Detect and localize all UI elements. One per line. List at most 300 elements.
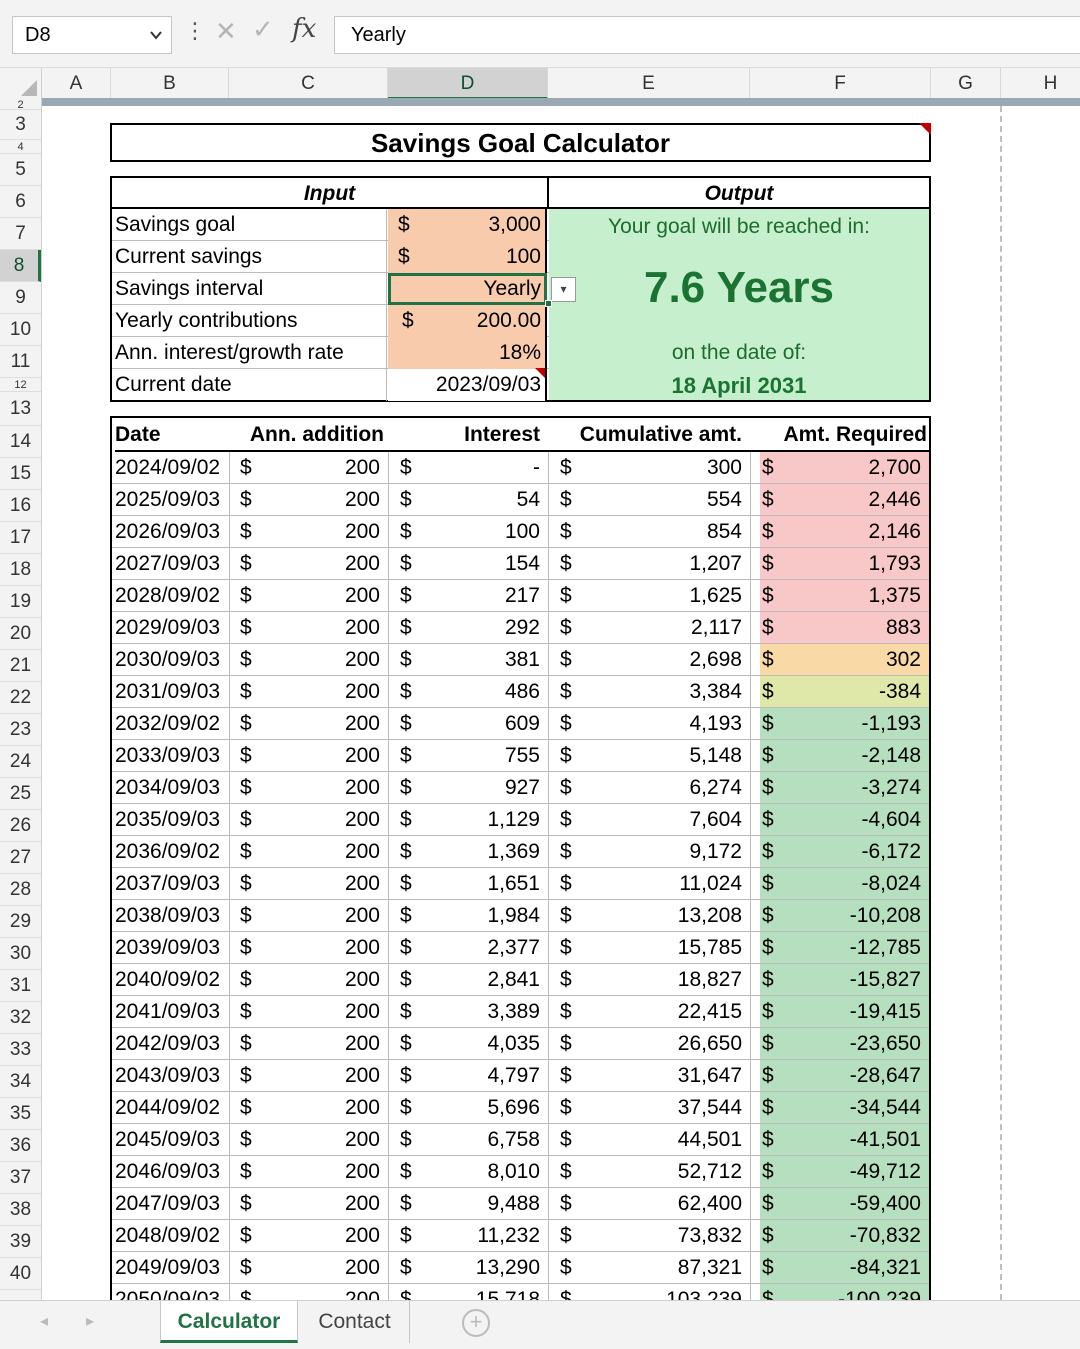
output-goal-date: 18 April 2031 — [671, 373, 807, 398]
row-header-3[interactable]: 3 — [0, 110, 41, 140]
currency-symbol: $ — [762, 488, 774, 511]
table-row[interactable] — [112, 1188, 929, 1220]
contributions-cell[interactable] — [388, 305, 547, 337]
interest-rate-label: Ann. interest/growth rate — [115, 337, 387, 369]
output-date-intro: on the date of: — [671, 341, 807, 364]
interest-cell: 1,129 — [487, 808, 540, 831]
interest-cell: 6,758 — [487, 1128, 540, 1151]
table-row[interactable] — [112, 1220, 929, 1252]
date-cell: 2027/09/03 — [115, 552, 221, 575]
interest-cell: 5,696 — [487, 1096, 540, 1119]
input-row-savings-goal — [112, 209, 549, 241]
currency-symbol: $ — [560, 520, 572, 543]
currency-symbol: $ — [400, 616, 412, 639]
row-header-26[interactable]: 26 — [0, 810, 41, 842]
currency-symbol: $ — [762, 776, 774, 799]
header-addition: Ann. addition — [229, 418, 388, 452]
currency-symbol: $ — [400, 776, 412, 799]
addition-cell: 200 — [344, 456, 380, 479]
row-header-8[interactable]: 8 — [0, 250, 41, 282]
currency-symbol: $ — [762, 1032, 774, 1055]
currency-symbol: $ — [240, 904, 252, 927]
interest-cell: 609 — [504, 712, 540, 735]
row-header-19[interactable]: 19 — [0, 586, 41, 618]
currency-symbol: $ — [762, 1096, 774, 1119]
currency-symbol: $ — [560, 712, 572, 735]
table-row[interactable] — [112, 644, 929, 676]
addition-cell: 200 — [344, 1032, 380, 1055]
date-cell: 2040/09/02 — [115, 968, 221, 991]
previous-sheet-icon[interactable]: ◂ — [40, 1313, 49, 1330]
row-header-24[interactable]: 24 — [0, 746, 41, 778]
date-cell: 2044/09/02 — [115, 1096, 221, 1119]
header-cumulative: Cumulative amt. — [548, 418, 750, 452]
currency-symbol: $ — [400, 968, 412, 991]
interest-cell: 381 — [504, 648, 540, 671]
table-row[interactable] — [112, 996, 929, 1028]
row-header-20[interactable]: 20 — [0, 618, 41, 650]
currency-symbol: $ — [240, 520, 252, 543]
addition-cell: 200 — [344, 744, 380, 767]
column-header-e[interactable]: E — [548, 68, 750, 100]
interest-cell: 9,488 — [487, 1192, 540, 1215]
table-row[interactable] — [112, 484, 929, 516]
addition-cell: 200 — [344, 1000, 380, 1023]
required-cell: -3,274 — [861, 776, 921, 799]
currency-symbol: $ — [400, 712, 412, 735]
row-header-28[interactable]: 28 — [0, 874, 41, 906]
table-row[interactable] — [112, 612, 929, 644]
input-row-interest-rate — [112, 337, 549, 369]
required-cell: -12,785 — [849, 936, 921, 959]
date-cell: 2026/09/03 — [115, 520, 221, 543]
input-row-current-date — [112, 369, 549, 401]
addition-cell: 200 — [344, 520, 380, 543]
date-cell: 2028/09/02 — [115, 584, 221, 607]
date-cell: 2043/09/03 — [115, 1064, 221, 1087]
currency-symbol: $ — [240, 488, 252, 511]
addition-cell: 200 — [344, 1064, 380, 1087]
currency-symbol: $ — [560, 808, 572, 831]
currency-symbol: $ — [240, 1000, 252, 1023]
table-row[interactable] — [112, 932, 929, 964]
addition-cell: 200 — [344, 776, 380, 799]
cumulative-cell: 7,604 — [689, 808, 742, 831]
addition-cell: 200 — [344, 488, 380, 511]
column-header-d[interactable]: D — [388, 68, 548, 100]
header-interest: Interest — [388, 418, 548, 452]
table-row[interactable] — [112, 964, 929, 996]
currency-symbol: $ — [762, 584, 774, 607]
interest-cell: 292 — [504, 616, 540, 639]
date-cell: 2047/09/03 — [115, 1192, 221, 1215]
required-cell: -384 — [878, 680, 921, 703]
cumulative-cell: 13,208 — [677, 904, 742, 927]
addition-cell: 200 — [344, 904, 380, 927]
currency-symbol: $ — [402, 309, 414, 332]
dropdown-arrow-icon[interactable]: ▾ — [551, 277, 576, 302]
input-row-current-savings — [112, 241, 549, 273]
required-cell: 1,793 — [868, 552, 921, 575]
column-header-h[interactable]: H — [1001, 68, 1080, 100]
addition-cell: 200 — [344, 1128, 380, 1151]
required-cell: -4,604 — [861, 808, 921, 831]
interest-cell: - — [533, 456, 540, 479]
currency-symbol: $ — [240, 552, 252, 575]
column-header-f[interactable]: F — [750, 68, 931, 100]
currency-symbol: $ — [400, 744, 412, 767]
interest-cell: 4,035 — [487, 1032, 540, 1055]
table-row[interactable] — [112, 868, 929, 900]
cumulative-cell: 4,193 — [689, 712, 742, 735]
cumulative-cell: 26,650 — [677, 1032, 742, 1055]
cancel-icon[interactable]: ✕ — [215, 16, 237, 46]
currency-symbol: $ — [762, 520, 774, 543]
interest-cell: 54 — [516, 488, 540, 511]
column-header-c[interactable]: C — [229, 68, 388, 100]
row-header-37[interactable]: 37 — [0, 1162, 41, 1194]
column-header-b[interactable]: B — [111, 68, 229, 100]
currency-symbol: $ — [762, 1128, 774, 1151]
row-header-12[interactable]: 12 — [0, 378, 41, 392]
interest-cell: 1,984 — [487, 904, 540, 927]
row-header-29[interactable]: 29 — [0, 906, 41, 938]
row-header-15[interactable]: 15 — [0, 458, 41, 490]
output-header: Output — [549, 178, 929, 209]
next-sheet-icon[interactable]: ▸ — [86, 1313, 95, 1330]
date-cell: 2034/09/03 — [115, 776, 221, 799]
row-header-4[interactable]: 4 — [0, 140, 41, 154]
date-cell: 2049/09/03 — [115, 1256, 221, 1279]
cumulative-cell: 2,117 — [691, 616, 742, 639]
row-header-5[interactable]: 5 — [0, 154, 41, 186]
required-cell: -6,172 — [861, 840, 921, 863]
table-row[interactable] — [112, 1092, 929, 1124]
sheet-tab-bar — [0, 1300, 1080, 1349]
currency-symbol: $ — [560, 1256, 572, 1279]
currency-symbol: $ — [400, 552, 412, 575]
row-header-14[interactable]: 14 — [0, 426, 41, 458]
row-header-23[interactable]: 23 — [0, 714, 41, 746]
currency-symbol: $ — [560, 936, 572, 959]
table-row[interactable] — [112, 804, 929, 836]
contributions-label: Yearly contributions — [115, 305, 387, 337]
date-cell: 2048/09/02 — [115, 1224, 221, 1247]
column-header-g[interactable]: G — [931, 68, 1001, 100]
currency-symbol: $ — [400, 584, 412, 607]
currency-symbol: $ — [400, 1256, 412, 1279]
cumulative-cell: 18,827 — [677, 968, 742, 991]
interest-cell: 154 — [504, 552, 540, 575]
currency-symbol: $ — [560, 456, 572, 479]
current-savings-value: 100 — [505, 245, 541, 268]
date-cell: 2025/09/03 — [115, 488, 221, 511]
date-cell: 2046/09/03 — [115, 1160, 221, 1183]
cumulative-cell: 300 — [706, 456, 742, 479]
input-header: Input — [112, 178, 549, 209]
table-row[interactable] — [112, 1156, 929, 1188]
cumulative-cell: 1,625 — [689, 584, 742, 607]
cumulative-cell: 854 — [706, 520, 742, 543]
row-header-35[interactable]: 35 — [0, 1098, 41, 1130]
addition-cell: 200 — [344, 840, 380, 863]
currency-symbol: $ — [240, 1256, 252, 1279]
row-header-40[interactable]: 40 — [0, 1258, 41, 1290]
required-cell: 1,375 — [868, 584, 921, 607]
currency-symbol: $ — [762, 712, 774, 735]
date-cell: 2030/09/03 — [115, 648, 221, 671]
table-row[interactable] — [112, 580, 929, 612]
currency-symbol: $ — [560, 488, 572, 511]
cumulative-cell: 1,207 — [689, 552, 742, 575]
chevron-down-icon[interactable] — [149, 17, 163, 66]
name-box[interactable] — [12, 16, 172, 54]
currency-symbol: $ — [560, 744, 572, 767]
currency-symbol: $ — [240, 936, 252, 959]
currency-symbol: $ — [560, 1224, 572, 1247]
required-cell: -84,321 — [849, 1256, 921, 1279]
required-cell: 2,700 — [868, 456, 921, 479]
interest-cell: 1,651 — [487, 872, 540, 895]
output-years: 7.6 Years — [643, 263, 835, 312]
currency-symbol: $ — [240, 616, 252, 639]
tab-contact[interactable]: Contact — [300, 1301, 410, 1343]
date-cell: 2041/09/03 — [115, 1000, 221, 1023]
row-header-27[interactable]: 27 — [0, 842, 41, 874]
current-savings-label: Current savings — [115, 241, 387, 273]
savings-interval-label: Savings interval — [115, 273, 387, 305]
page-title: Savings Goal Calculator — [110, 123, 931, 162]
comment-indicator[interactable] — [535, 368, 545, 378]
currency-symbol: $ — [400, 1096, 412, 1119]
addition-cell: 200 — [344, 1256, 380, 1279]
currency-symbol: $ — [400, 1064, 412, 1087]
interest-cell: 217 — [504, 584, 540, 607]
add-sheet-icon[interactable]: + — [462, 1309, 490, 1337]
table-row[interactable] — [112, 900, 929, 932]
cumulative-cell: 44,501 — [677, 1128, 742, 1151]
frozen-pane-divider — [42, 98, 1080, 106]
table-row[interactable] — [112, 1028, 929, 1060]
more-options-icon[interactable]: ⋮ — [184, 18, 206, 43]
currency-symbol: $ — [240, 840, 252, 863]
table-row[interactable] — [112, 676, 929, 708]
row-header-30[interactable]: 30 — [0, 938, 41, 970]
current-date-label: Current date — [115, 369, 387, 401]
currency-symbol: $ — [240, 968, 252, 991]
table-row[interactable] — [112, 516, 929, 548]
addition-cell: 200 — [344, 712, 380, 735]
current-date-value: 2023/09/03 — [435, 373, 541, 396]
row-header-22[interactable]: 22 — [0, 682, 41, 714]
row-header-36[interactable]: 36 — [0, 1130, 41, 1162]
currency-symbol: $ — [762, 968, 774, 991]
date-cell: 2042/09/03 — [115, 1032, 221, 1055]
currency-symbol: $ — [560, 584, 572, 607]
row-header-21[interactable]: 21 — [0, 650, 41, 682]
currency-symbol: $ — [560, 1096, 572, 1119]
name-box-value: D8 — [25, 24, 51, 46]
table-row[interactable] — [112, 1252, 929, 1284]
table-row[interactable] — [112, 1060, 929, 1092]
comment-indicator[interactable] — [919, 123, 931, 135]
currency-symbol: $ — [560, 1000, 572, 1023]
row-header-16[interactable]: 16 — [0, 490, 41, 522]
row-header-34[interactable]: 34 — [0, 1066, 41, 1098]
currency-symbol: $ — [240, 776, 252, 799]
table-row[interactable] — [112, 836, 929, 868]
currency-symbol: $ — [762, 616, 774, 639]
interest-cell: 2,377 — [487, 936, 540, 959]
date-cell: 2036/09/02 — [115, 840, 221, 863]
savings-interval-value: Yearly — [483, 277, 541, 300]
row-header-7[interactable]: 7 — [0, 218, 41, 250]
addition-cell: 200 — [344, 1192, 380, 1215]
row-header-11[interactable]: 11 — [0, 346, 41, 378]
interest-cell: 927 — [504, 776, 540, 799]
table-row[interactable] — [112, 772, 929, 804]
date-cell: 2037/09/03 — [115, 872, 221, 895]
currency-symbol: $ — [400, 936, 412, 959]
current-savings-cell[interactable] — [388, 241, 547, 273]
table-row[interactable] — [112, 452, 929, 484]
required-cell: 883 — [885, 616, 921, 639]
currency-symbol: $ — [762, 840, 774, 863]
date-cell: 2029/09/03 — [115, 616, 221, 639]
addition-cell: 200 — [344, 808, 380, 831]
currency-symbol: $ — [560, 616, 572, 639]
row-header-6[interactable]: 6 — [0, 186, 41, 218]
cumulative-cell: 5,148 — [689, 744, 742, 767]
currency-symbol: $ — [400, 680, 412, 703]
tab-calculator[interactable]: Calculator — [160, 1301, 298, 1343]
cumulative-cell: 62,400 — [677, 1192, 742, 1215]
row-header-9[interactable]: 9 — [0, 282, 41, 314]
savings-goal-cell[interactable] — [388, 209, 547, 241]
interest-rate-cell[interactable] — [388, 337, 547, 369]
currency-symbol: $ — [240, 1064, 252, 1087]
row-header-13[interactable]: 13 — [0, 392, 41, 426]
date-cell: 2031/09/03 — [115, 680, 221, 703]
interest-cell: 4,797 — [487, 1064, 540, 1087]
currency-symbol: $ — [762, 1064, 774, 1087]
enter-icon[interactable]: ✓ — [252, 14, 274, 44]
savings-interval-cell[interactable] — [388, 273, 547, 305]
row-header-10[interactable]: 10 — [0, 314, 41, 346]
interest-cell: 2,841 — [487, 968, 540, 991]
interest-cell: 100 — [504, 520, 540, 543]
cumulative-cell: 554 — [706, 488, 742, 511]
currency-symbol: $ — [240, 1032, 252, 1055]
currency-symbol: $ — [762, 808, 774, 831]
currency-symbol: $ — [400, 1192, 412, 1215]
required-cell: -28,647 — [849, 1064, 921, 1087]
currency-symbol: $ — [240, 1224, 252, 1247]
row-header-31[interactable]: 31 — [0, 970, 41, 1002]
row-header-18[interactable]: 18 — [0, 554, 41, 586]
projection-table — [110, 416, 931, 1316]
currency-symbol: $ — [762, 552, 774, 575]
currency-symbol: $ — [560, 904, 572, 927]
formula-input[interactable]: Yearly — [334, 16, 1080, 54]
currency-symbol: $ — [240, 744, 252, 767]
addition-cell: 200 — [344, 1096, 380, 1119]
column-header-a[interactable]: A — [42, 68, 111, 100]
output-intro-text: Your goal will be reached in: — [608, 215, 870, 238]
currency-symbol: $ — [240, 1096, 252, 1119]
table-row[interactable] — [112, 740, 929, 772]
row-header-32[interactable]: 32 — [0, 1002, 41, 1034]
currency-symbol: $ — [762, 904, 774, 927]
cumulative-cell: 11,024 — [679, 872, 742, 895]
cumulative-cell: 15,785 — [677, 936, 742, 959]
table-row[interactable] — [112, 1124, 929, 1156]
row-header-38[interactable]: 38 — [0, 1194, 41, 1226]
table-row[interactable] — [112, 708, 929, 740]
currency-symbol: $ — [400, 456, 412, 479]
currency-symbol: $ — [560, 840, 572, 863]
required-cell: 302 — [885, 648, 921, 671]
currency-symbol: $ — [400, 808, 412, 831]
currency-symbol: $ — [560, 552, 572, 575]
currency-symbol: $ — [560, 1160, 572, 1183]
row-header-17[interactable]: 17 — [0, 522, 41, 554]
row-header-39[interactable]: 39 — [0, 1226, 41, 1258]
currency-symbol: $ — [762, 1160, 774, 1183]
required-cell: -8,024 — [861, 872, 921, 895]
currency-symbol: $ — [762, 648, 774, 671]
required-cell: 2,446 — [868, 488, 921, 511]
required-cell: -15,827 — [849, 968, 921, 991]
currency-symbol: $ — [400, 520, 412, 543]
input-row-contributions — [112, 305, 549, 337]
required-cell: -59,400 — [849, 1192, 921, 1215]
required-cell: -19,415 — [849, 1000, 921, 1023]
fill-handle[interactable] — [545, 300, 552, 307]
interest-cell: 1,369 — [487, 840, 540, 863]
row-header-33[interactable]: 33 — [0, 1034, 41, 1066]
cumulative-cell: 87,321 — [677, 1256, 742, 1279]
row-header-bar — [0, 100, 42, 1300]
cumulative-cell: 37,544 — [677, 1096, 742, 1119]
page-break-line — [1000, 106, 1002, 1300]
date-cell: 2033/09/03 — [115, 744, 221, 767]
addition-cell: 200 — [344, 648, 380, 671]
addition-cell: 200 — [344, 1224, 380, 1247]
currency-symbol: $ — [560, 1192, 572, 1215]
currency-symbol: $ — [400, 1128, 412, 1151]
table-row[interactable] — [112, 548, 929, 580]
addition-cell: 200 — [344, 552, 380, 575]
current-date-cell[interactable] — [388, 369, 547, 401]
currency-symbol: $ — [240, 1128, 252, 1151]
required-cell: -34,544 — [849, 1096, 921, 1119]
required-cell: -2,148 — [861, 744, 921, 767]
currency-symbol: $ — [398, 245, 410, 268]
cumulative-cell: 9,172 — [689, 840, 742, 863]
insert-function-icon[interactable]: fx — [292, 14, 317, 44]
contributions-value: 200.00 — [476, 309, 541, 332]
select-all-button[interactable] — [0, 68, 42, 100]
currency-symbol: $ — [400, 904, 412, 927]
row-header-25[interactable]: 25 — [0, 778, 41, 810]
currency-symbol: $ — [762, 744, 774, 767]
currency-symbol: $ — [560, 1032, 572, 1055]
interest-cell: 8,010 — [487, 1160, 540, 1183]
date-cell: 2045/09/03 — [115, 1128, 221, 1151]
row-header-2[interactable]: 2 — [0, 100, 41, 110]
header-required: Amt. Required — [750, 418, 929, 452]
